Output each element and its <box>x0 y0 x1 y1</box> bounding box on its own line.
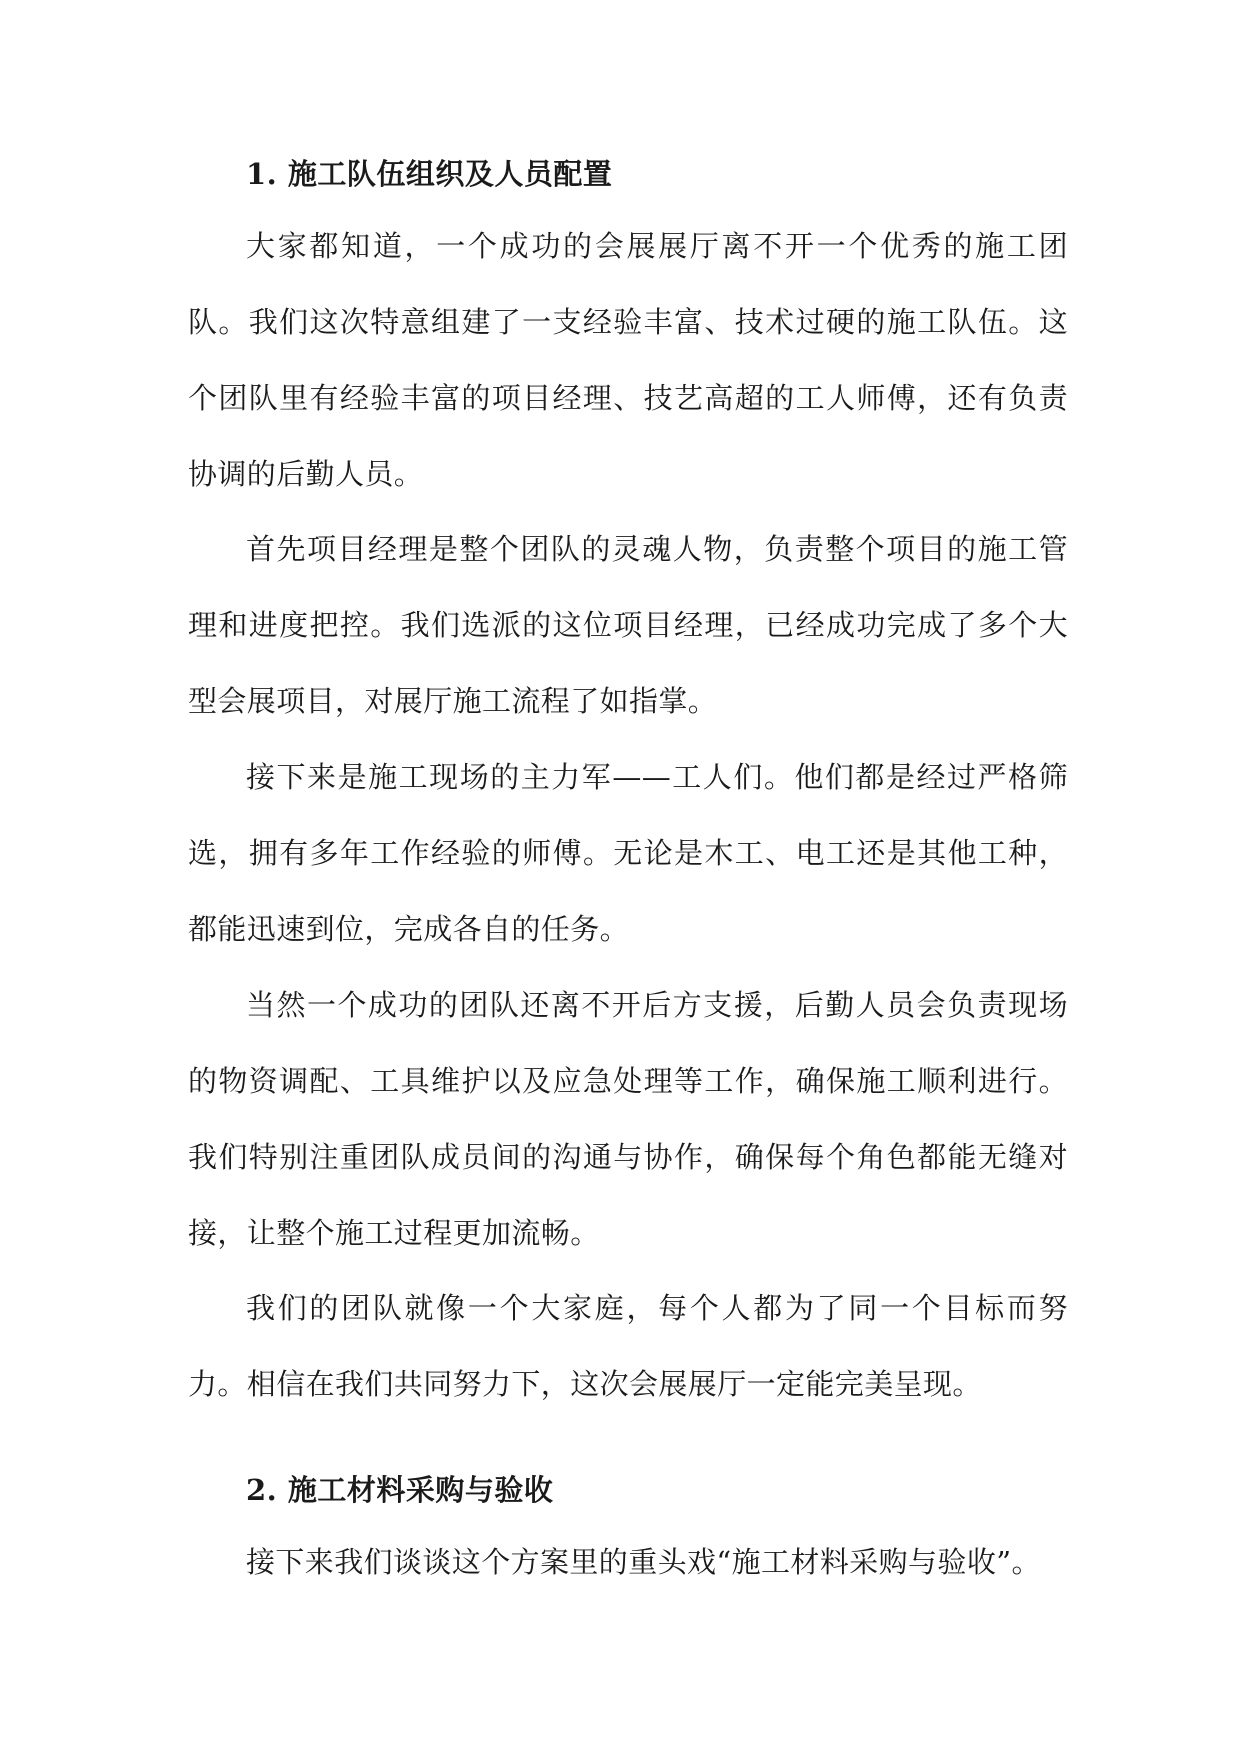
paragraph: 接下来是施工现场的主力军——工人们。他们都是经过严格筛选，拥有多年工作经验的师傅。无论是木工、电工还是其他工种，都能迅速到位，完成各自的任务。 <box>188 760 1068 946</box>
paragraph: 首先项目经理是整个团队的灵魂人物，负责整个项目的施工管理和进度把控。我们选派的这位项目经理，已经成功完成了多个大型会展项目，对展厅施工流程了如指掌。 <box>188 532 1068 718</box>
section-heading-1: 1. 施工队伍组织及人员配置 <box>246 157 613 191</box>
paragraph: 大家都知道，一个成功的会展展厅离不开一个优秀的施工团队。我们这次特意组建了一支经验丰富、技术过硬的施工队伍。这个团队里有经验丰富的项目经理、技艺高超的工人师傅，还有负责协调的后勤人员。 <box>188 229 1068 491</box>
paragraph: 接下来我们谈谈这个方案里的重头戏“施工材料采购与验收”。 <box>246 1545 1041 1579</box>
paragraph: 我们的团队就像一个大家庭，每个人都为了同一个目标而努力。相信在我们共同努力下，这次会展展厅一定能完美呈现。 <box>188 1291 1068 1401</box>
section-heading-2: 2. 施工材料采购与验收 <box>246 1473 554 1507</box>
paragraph: 当然一个成功的团队还离不开后方支援，后勤人员会负责现场的物资调配、工具维护以及应急处理等工作，确保施工顺利进行。我们特别注重团队成员间的沟通与协作，确保每个角色都能无缝对接，让整个施工过程更加流畅。 <box>188 988 1068 1250</box>
